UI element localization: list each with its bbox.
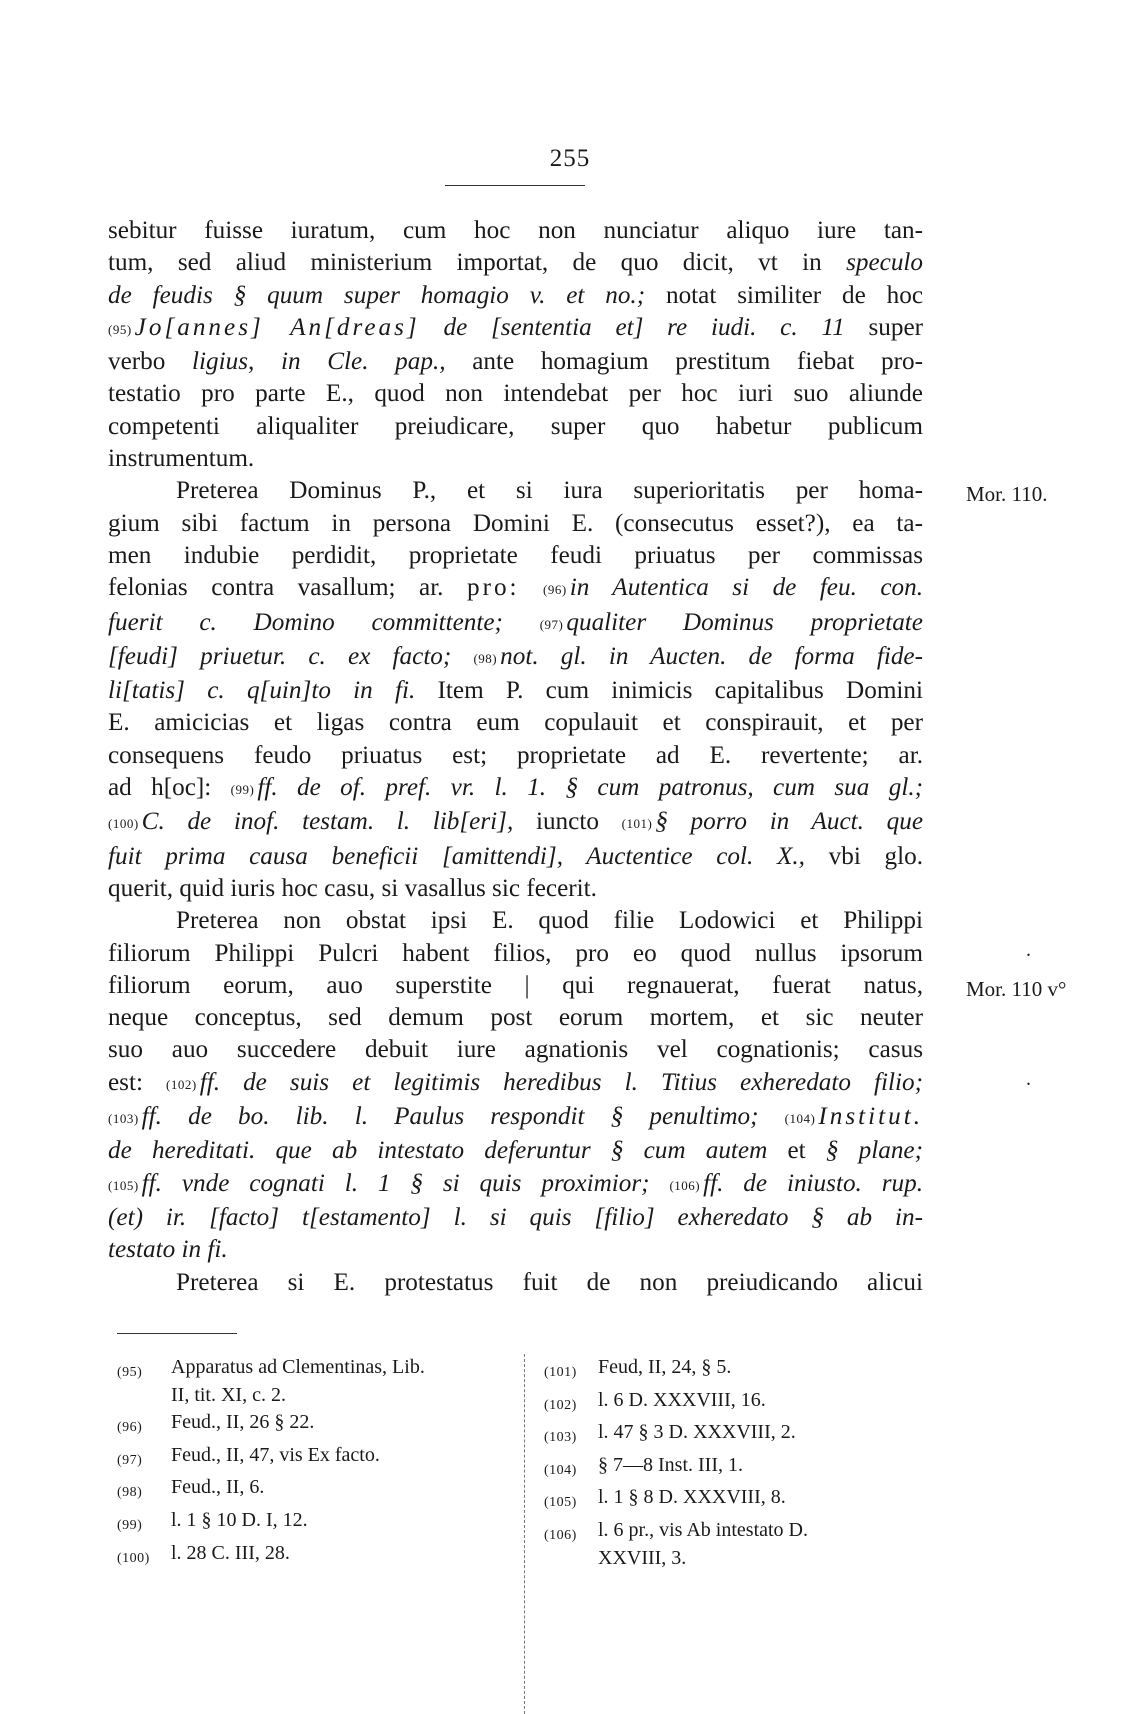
- footnote: [544, 1354, 944, 1387]
- text-line: (105) ff. vnde cognati l. 1 § si quis proximior; (106) ff. de iniusto. rup.: [108, 1169, 924, 1197]
- text-line: tum, sed aliud ministerium importat, de quo dicit, vt in speculo: [108, 249, 924, 277]
- text-line: Preterea si E. protestatus fuit de non preiudicando alicui: [176, 1268, 923, 1296]
- footnote-ref: (103): [108, 1111, 139, 1127]
- text-line: competenti aliqualiter preiudicare, super quo habetur publicum: [108, 412, 923, 440]
- footnote-number: (96): [117, 1420, 143, 1436]
- text-line: neque conceptus, sed demum post eorum mortem, et sic neuter: [108, 1004, 923, 1032]
- footnote-text: Feud, II, 24, § 5.: [598, 1356, 732, 1378]
- footnote-number: (106): [544, 1527, 577, 1543]
- text-line: filiorum eorum, auo superstite | qui regnauerat, fuerat natus, Mor. 110 v°: [108, 970, 923, 1002]
- text-line: (95) Jo[annes] An[dreas] de [sententia et] re iudi. c. 11 super: [108, 313, 924, 341]
- text-line: de hereditati. que ab intestato deferuntur § cum autem et § plane;: [108, 1137, 923, 1165]
- footnote-text: l. 28 C. III, 28.: [171, 1541, 290, 1564]
- text-line: [feudi] priuetur. c. ex facto; (98) not. gl. in Aucten. de forma fide-: [108, 642, 923, 670]
- footnote-number: (95): [117, 1365, 143, 1380]
- text-line: Preterea non obstat ipsi E. quod filie Lodowici et Philippi: [176, 907, 923, 935]
- footnote-ref: (98): [473, 650, 498, 666]
- footnote-text: l. 47 § 3 D. XXXVIII, 2.: [598, 1421, 796, 1444]
- footnote-column-divider: [524, 1354, 526, 1714]
- footnote-number: (100): [117, 1550, 150, 1566]
- body-text: [108, 215, 1067, 1299]
- footnote-number: (105): [544, 1495, 577, 1511]
- footnotes-right-column: [544, 1354, 944, 1572]
- text-line: testato in fi.: [108, 1236, 228, 1264]
- text-line: (103) ff. de bo. lib. l. Paulus respondit § penultimo; (104) Institut.: [108, 1103, 924, 1131]
- footnote-ref: (106): [669, 1177, 701, 1193]
- text-line: consequens feudo priuatus est; proprietate ad E. revertente; ar.: [108, 741, 923, 769]
- text-line: testatio pro parte E., quod non intendebat per hoc iuri suo aliunde: [108, 380, 923, 408]
- text-line: fuerit c. Domino committente; (97) qualiter Dominus proprietate: [108, 608, 923, 636]
- margin-note: Mor. 110.: [966, 482, 1048, 507]
- footnote: [544, 1387, 944, 1420]
- footnotes-left-column: [117, 1354, 517, 1572]
- footnote-ref: (100): [108, 816, 139, 832]
- footnote-ref: (95): [108, 321, 132, 337]
- footnote: [544, 1419, 944, 1452]
- footnote-rule: [117, 1333, 237, 1334]
- footnote-text: l. 1 § 8 D. XXXVIII, 8.: [598, 1486, 786, 1509]
- text-line: fuit prima causa beneficii [amittendi], Auctentice col. X., vbi glo.: [108, 842, 923, 870]
- footnote: [117, 1409, 517, 1442]
- footnote-number: (98): [117, 1485, 143, 1501]
- footnote-text: l. 6 D. XXXVIII, 16.: [598, 1388, 766, 1411]
- footnote-text: Feud., II, 26 § 22.: [171, 1411, 315, 1434]
- footnote-text: l. 6 pr., vis Ab intestato D. XXVIII, 3.: [598, 1518, 808, 1569]
- text-line: Preterea Dominus P., et si iura superioritatis per homa- Mor. 110.: [108, 475, 923, 507]
- margin-dot: .: [1026, 938, 1031, 961]
- footnote-number: (103): [544, 1430, 577, 1446]
- text-line: men indubie perdidit, proprietate feudi priuatus per commissas: [108, 541, 923, 569]
- text-line: filiorum Philippi Pulcri habent filios, pro eo quod nullus ipsorum .: [108, 938, 923, 970]
- footnote-number: (101): [544, 1365, 577, 1380]
- margin-dot: .: [1026, 1067, 1031, 1090]
- footnote: [117, 1354, 517, 1409]
- text-line: de feudis § quum super homagio v. et no.; notat similiter de hoc: [108, 281, 923, 309]
- text-line: est: (102) ff. de suis et legitimis heredibus l. Titius exheredato filio; .: [108, 1067, 923, 1101]
- footnote: [544, 1484, 944, 1517]
- page-number-rule: [445, 185, 585, 186]
- text-line: li[tatis] c. q[uin]to in fi. Item P. cum inimicis capitalibus Domini: [108, 677, 923, 705]
- footnote-number: (97): [117, 1452, 143, 1468]
- footnote-ref: (101): [621, 816, 653, 832]
- text-line: sebitur fuisse iuratum, cum hoc non nunciatur aliquo iure tan-: [108, 217, 923, 244]
- text-line: ad h[oc]: (99) ff. de of. pref. vr. l. 1. § cum patronus, cum sua gl.;: [108, 774, 923, 802]
- footnote-text: Feud., II, 6.: [171, 1476, 265, 1499]
- footnote: [117, 1540, 517, 1573]
- text-line: gium sibi factum in persona Domini E. (consecutus esset?), ea ta-: [108, 509, 923, 537]
- footnote-number: (102): [544, 1397, 577, 1413]
- footnote: [117, 1507, 517, 1540]
- footnote: [544, 1517, 944, 1572]
- footnote-ref: (102): [166, 1076, 197, 1092]
- footnote: [544, 1452, 944, 1485]
- footnote-ref: (99): [230, 782, 255, 798]
- footnote: [117, 1474, 517, 1507]
- text-line: (100) C. de inof. testam. l. lib[eri], iuncto (101) § porro in Auct. que: [108, 808, 924, 836]
- footnote-ref: (96): [543, 582, 567, 598]
- text-line: suo auo succedere debuit iure agnationis vel cognationis; casus: [108, 1036, 923, 1064]
- text-line: instrumentum.: [108, 445, 255, 473]
- footnote-ref: (105): [108, 1177, 139, 1193]
- footnote-text: § 7—8 Inst. III, 1.: [598, 1453, 743, 1476]
- footnote-text: l. 1 § 10 D. I, 12.: [171, 1508, 308, 1531]
- footnote-number: (104): [544, 1462, 577, 1478]
- footnote-ref: (97): [539, 616, 564, 632]
- margin-note: Mor. 110 v°: [966, 976, 1067, 1001]
- text-line: verbo ligius, in Cle. pap., ante homagium prestitum fiebat pro-: [108, 348, 923, 376]
- text-line: querit, quid iuris hoc casu, si vasallus sic fecerit.: [108, 874, 597, 902]
- footnote: [117, 1442, 517, 1475]
- text-line: E. amicicias et ligas contra eum copulauit et conspirauit, et per: [108, 709, 923, 737]
- footnote-text: Feud., II, 47, vis Ex facto.: [171, 1443, 380, 1466]
- footnote-number: (99): [117, 1517, 143, 1533]
- text-line: (et) ir. [facto] t[estamento] l. si quis [filio] exheredato § ab in-: [108, 1203, 923, 1231]
- text-line: felonias contra vasallum; ar. pro: (96) in Autentica si de feu. con.: [108, 574, 924, 602]
- page-number: 255: [549, 145, 591, 172]
- footnote-ref: (104): [784, 1111, 816, 1127]
- footnote-text: Apparatus ad Clementinas, Lib. II, tit. XI, c. 2.: [171, 1356, 425, 1406]
